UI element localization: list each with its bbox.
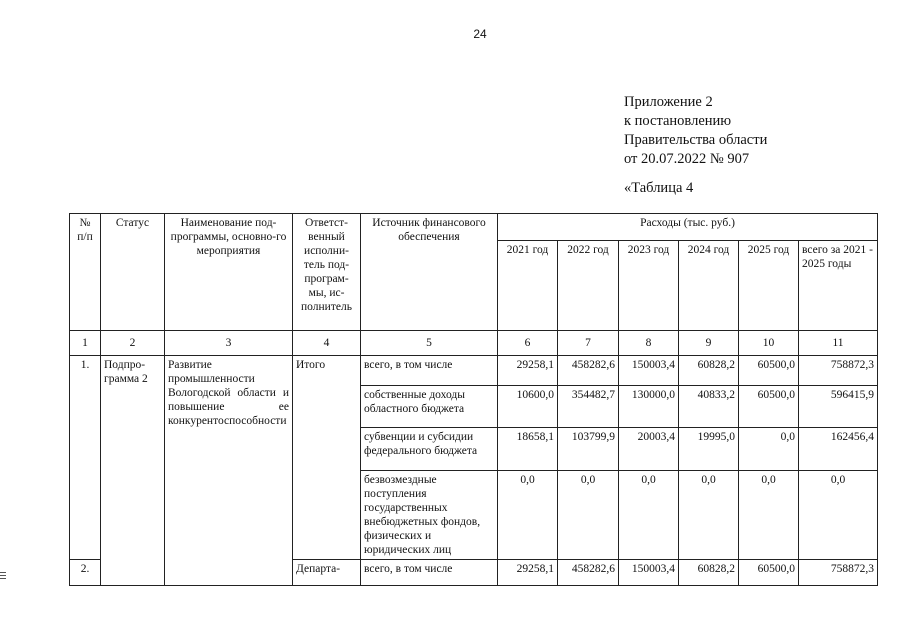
row-value: 60828,2 [679,560,739,586]
row-source: безвозмездные поступления государственных внебюджетных фондов, физических и юридических лиц [361,471,498,560]
row-value: 0,0 [739,428,799,471]
row-num: 1. [70,356,101,560]
column-number: 8 [619,331,679,356]
header-num-line: п/п [77,231,93,243]
header-expenses: Расходы (тыс. руб.) [498,214,878,241]
column-number: 1 [70,331,101,356]
row-value: 0,0 [679,471,739,560]
scan-edge-mark [0,572,6,573]
row-value: 60500,0 [739,560,799,586]
header-year: 2021 год [498,241,558,331]
expenses-table [69,213,878,586]
row-source: всего, в том числе [361,356,498,386]
row-responsible: Департа- [293,560,361,586]
column-number: 5 [361,331,498,356]
row-value: 0,0 [558,471,619,560]
row-name: Развитие промышленности Вологодской области и повышение ее конкурентоспособности [165,356,293,586]
row-value: 103799,9 [558,428,619,471]
row-value: 162456,4 [799,428,878,471]
row-value: 150003,4 [619,356,679,386]
row-value: 60500,0 [739,356,799,386]
appendix-line: Приложение 2 [624,94,713,110]
row-value: 60828,2 [679,356,739,386]
row-value: 758872,3 [799,560,878,586]
row-value: 19995,0 [679,428,739,471]
header-year: 2024 год [679,241,739,331]
scan-edge-mark [0,575,6,576]
column-number: 6 [498,331,558,356]
header-status: Статус [101,214,165,331]
row-value: 0,0 [799,471,878,560]
header-name: Наименование под-программы, основно-го мероприятия [165,214,293,331]
header-responsible: Ответст-венный исполни-тель под-програм-мы, ис-полнитель [293,214,361,331]
row-num: 2. [70,560,101,586]
header-num [70,214,101,331]
row-value: 40833,2 [679,386,739,428]
page-number: 24 [473,27,487,41]
column-number: 2 [101,331,165,356]
column-numbers-row [70,331,878,356]
row-value: 458282,6 [558,560,619,586]
row-value: 130000,0 [619,386,679,428]
appendix-caption [624,93,767,169]
header-year: 2022 год [558,241,619,331]
header-year: 2023 год [619,241,679,331]
row-value: 10600,0 [498,386,558,428]
appendix-line: к постановлению [624,113,732,129]
header-year: 2025 год [739,241,799,331]
appendix-line: от 20.07.2022 № 907 [624,151,750,167]
row-value: 20003,4 [619,428,679,471]
scan-edge-mark [0,578,6,579]
row-responsible: Итого [293,356,361,560]
appendix-line: Правительства области [624,132,768,148]
column-number: 4 [293,331,361,356]
row-status: Подпро-грамма 2 [101,356,165,586]
row-value: 60500,0 [739,386,799,428]
row-value: 0,0 [498,471,558,560]
column-number: 3 [165,331,293,356]
row-source: собственные доходы областного бюджета [361,386,498,428]
row-source: субвенции и субсидии федерального бюджета [361,428,498,471]
row-value: 758872,3 [799,356,878,386]
header-source: Источник финансового обеспечения [361,214,498,331]
row-value: 354482,7 [558,386,619,428]
row-value: 29258,1 [498,560,558,586]
column-number: 10 [739,331,799,356]
row-value: 29258,1 [498,356,558,386]
column-number: 7 [558,331,619,356]
row-value: 18658,1 [498,428,558,471]
row-value: 0,0 [739,471,799,560]
column-number: 9 [679,331,739,356]
row-value: 458282,6 [558,356,619,386]
row-source: всего, в том числе [361,560,498,586]
header-total: всего за 2021 - 2025 годы [799,241,878,331]
table-row [70,356,878,386]
row-value: 0,0 [619,471,679,560]
column-number: 11 [799,331,878,356]
row-value: 150003,4 [619,560,679,586]
header-num-line: № [79,217,91,229]
row-value: 596415,9 [799,386,878,428]
table-label: «Таблица 4 [624,180,694,196]
header-row [70,214,878,241]
